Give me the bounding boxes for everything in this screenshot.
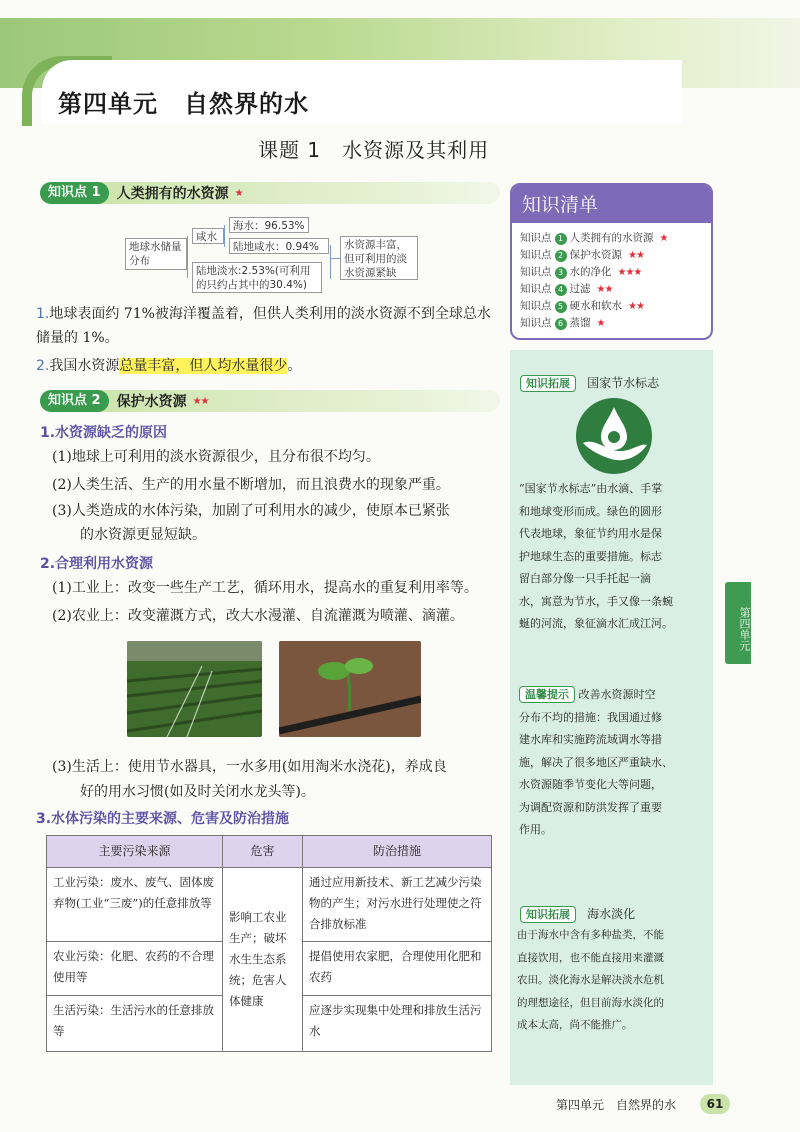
table-header: 危害 — [223, 836, 303, 868]
kp2-bar — [40, 390, 500, 412]
tip-text: 温馨提示 改善水资源时空 分布不均的措施：我国通过修 建水库和实施跨流域调水等措 施，解决了很多地区严重缺水、 水资源随季节变化大等问题， 为调配资源和防洪发挥了重要 作用。 — [519, 688, 673, 836]
ext1-text: “国家节水标志”由水滴、手掌 和地球变形而成。绿色的圆形 代表地球，象征节约用水是保 护地球生态的重要措施。标志 留白部分像一只手托起一滴 水，寓意为节水，手又像一条蜿 蜒的河流，象征滴水汇成江河。 — [519, 482, 673, 630]
knowledge-list-item: 知识点 6 蒸馏 ★ — [520, 317, 605, 329]
diagram-root: 地球水储量分布 — [125, 238, 187, 270]
diagram-land-salt: 陆地咸水：0.94% — [229, 238, 329, 254]
harm-cell: 影响工农业生产；破坏水生生态系统；危害人体健康 — [223, 868, 303, 1052]
diagram-conclusion: 水资源丰富，但可利用的淡水资源紧缺 — [340, 236, 418, 280]
pollution-table — [46, 835, 492, 1052]
table-header: 主要污染来源 — [47, 836, 223, 868]
kp1-bar — [40, 182, 500, 204]
diagram-sea: 海水：96.53% — [229, 217, 309, 233]
footer-unit: 第四单元 — [556, 1098, 605, 1112]
knowledge-list-title: 知识清单 — [512, 185, 711, 223]
footer-name: 自然界的水 — [616, 1098, 677, 1112]
page-number: 61 — [700, 1094, 730, 1114]
diagram-line — [224, 225, 225, 247]
knowledge-list — [510, 183, 713, 340]
kp1-stars: ★ — [234, 187, 243, 199]
kp1-title: 人类拥有的水资源 — [116, 186, 229, 202]
diagram-line — [330, 258, 340, 259]
ext2-title: 海水淡化 — [587, 907, 636, 921]
s2-item: (2)农业上：改变灌溉方式，改大水漫灌、自流灌溉为喷灌、滴灌。 — [52, 608, 464, 624]
unit-side-tab: 第四单元 — [725, 582, 751, 664]
diagram-salt: 咸水 — [192, 228, 224, 244]
kp1-badge: 知识点 1 — [40, 182, 109, 204]
s2-head: 2.合理利用水资源 — [40, 556, 154, 572]
s2-item: (3)生活上：使用节水器具，一水多用(如用淘米水浇花)，养成良 — [52, 759, 447, 775]
water-saving-logo-icon — [575, 397, 653, 479]
measure-cell: 提倡使用农家肥，合理使用化肥和农药 — [303, 942, 492, 996]
lesson-title: 课题 1 水资源及其利用 — [258, 138, 490, 162]
ext2-header — [520, 903, 635, 923]
diagram-fresh: 陆地淡水:2.53%(可利用的只约占其中的30.4%) — [192, 262, 322, 293]
knowledge-list-item: 知识点 3 水的净化 ★★★ — [520, 266, 642, 278]
ext1-pill: 知识拓展 — [520, 375, 576, 392]
s2-item: 好的用水习惯(如及时关闭水龙头等)。 — [80, 784, 315, 800]
unit-name: 自然界的水 — [184, 90, 309, 118]
kp1-para1: 1.地球表面约 71%被海洋覆盖着，但供人类利用的淡水资源不到全球总水储量的 1%。 — [36, 306, 491, 346]
kp2-stars: ★★ — [192, 395, 209, 407]
ext2-pill: 知识拓展 — [520, 906, 576, 923]
source-cell: 生活污染：生活污水的任意排放等 — [47, 996, 223, 1052]
kp2-badge: 知识点 2 — [40, 390, 109, 412]
sprinkler-photo — [127, 641, 262, 737]
table-row — [47, 868, 492, 942]
table-header: 防治措施 — [303, 836, 492, 868]
measure-cell: 应逐步实现集中处理和排放生活污水 — [303, 996, 492, 1052]
s1-head: 1.水资源缺乏的原因 — [40, 425, 168, 441]
kp2-title: 保护水资源 — [116, 394, 187, 410]
highlight: 总量丰富，但人均水量很少 — [119, 358, 288, 374]
footer — [556, 1096, 688, 1113]
s1-item: 的水资源更显短缺。 — [80, 527, 206, 543]
drip-irrigation-photo — [279, 641, 421, 737]
s1-item: (1)地球上可利用的淡水资源很少，且分布很不均匀。 — [52, 449, 380, 465]
diagram-line — [330, 245, 331, 279]
ext2-text: 由于海水中含有多种盐类，不能 直接饮用，也不能直接用来灌溉 农田。淡化海水是解决淡水危机 的理想途径，但目前海水淡化的 成本太高，尚不能推广。 — [517, 929, 664, 1031]
measure-cell: 通过应用新技术、新工艺减少污染物的产生；对污水进行处理使之符合排放标准 — [303, 868, 492, 942]
table-header-row — [47, 836, 492, 868]
knowledge-list-item: 知识点 2 保护水资源 ★★ — [520, 249, 644, 261]
knowledge-list-item: 知识点 5 硬水和软水 ★★ — [520, 300, 644, 312]
unit-label: 第四单元 — [58, 90, 158, 118]
tip-pill: 温馨提示 — [519, 686, 575, 703]
kp1-para2: 2.我国水资源总量丰富，但人均水量很少。 — [36, 358, 302, 374]
knowledge-list-item: 知识点 1 人类拥有的水资源 ★ — [520, 232, 668, 244]
s3-head: 3.水体污染的主要来源、危害及防治措施 — [36, 811, 290, 827]
unit-title — [58, 84, 335, 119]
source-cell: 农业污染：化肥、农药的不合理使用等 — [47, 942, 223, 996]
ext1-header — [520, 372, 659, 392]
source-cell: 工业污染：废水、废气、固体废弃物(工业“三废”)的任意排放等 — [47, 868, 223, 942]
s1-item: (3)人类造成的水体污染，加剧了可利用水的减少，使原本已紧张 — [52, 503, 450, 519]
diagram-line — [187, 236, 188, 278]
s2-item: (1)工业上：改变一些生产工艺，循环用水，提高水的重复利用率等。 — [52, 580, 478, 596]
s1-item: (2)人类生活、生产的用水量不断增加，而且浪费水的现象严重。 — [52, 477, 450, 493]
knowledge-list-item: 知识点 4 过滤 ★★ — [520, 283, 613, 295]
ext1-title: 国家节水标志 — [587, 376, 660, 390]
